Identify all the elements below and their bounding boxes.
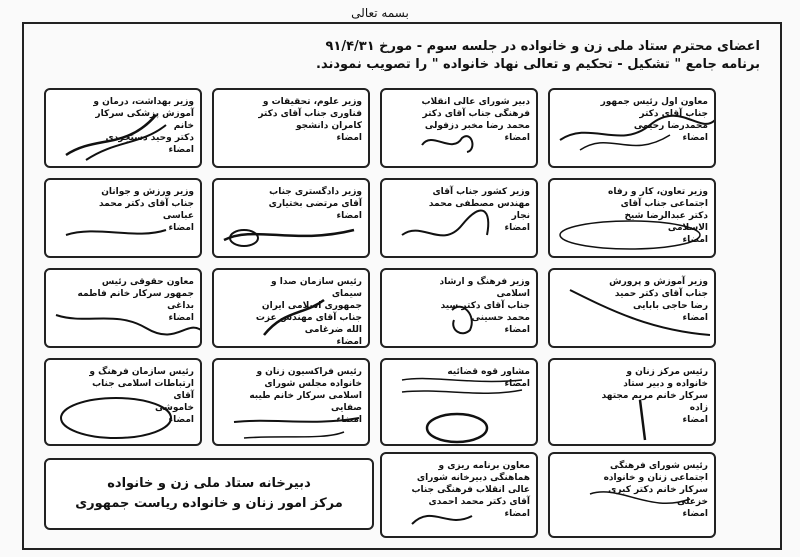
member-box [44,178,202,258]
member-title: وزیر ورزش و جوانان جناب آقای دکتر محمد عباسی امضاء [98,187,194,233]
member-box [212,88,370,168]
member-title: رئیس سازمان صدا و سیمای جمهوری اسلامی ایران جناب آقای مهندس عزت الله ضرغامی امضاء [255,277,362,347]
member-title: معاون حقوقی رئیس جمهور سرکار خانم فاطمه بداغی امضاء [77,277,194,323]
member-title: وزیر کشور جناب آقای مهندس مصطفی محمد نجار امضاء [428,187,530,233]
member-box [548,452,716,538]
member-box [548,268,716,348]
member-box [380,178,538,258]
seal-line-1: دبیرخانه ستاد ملی زن و خانواده [107,476,311,491]
member-title: وزیر علوم، تحقیقات و فناوری جناب آقای دکتر کامران دانشجو امضاء [258,97,362,143]
member-title: وزیر تعاون، کار و رفاه اجتماعی جناب آقای دکتر عبدالرضا شیخ الاسلامی امضاء [608,187,708,245]
document-header [160,38,760,74]
member-title: رئیس فراکسیون زنان و خانواده مجلس شورای اسلامی سرکار خانم طیبه صفایی امضاء [249,367,362,425]
header-line-2: برنامه جامع " تشکیل - تحکیم و تعالی نهاد خانواده " را تصویب نمودند. [316,57,760,72]
seal-line-2: مرکز امور زنان و خانواده ریاست جمهوری [75,496,343,511]
member-box [548,178,716,258]
member-title: وزیر فرهنگ و ارشاد اسلامی جناب آقای دکتر سید محمد حسینی امضاء [439,277,530,335]
member-title: وزیر بهداشت، درمان و آموزش پزشکی سرکار خانم دکتر وحید دستجردی امضاء [93,97,194,155]
member-title: مشاور قوه قضائیه امضاء [447,367,530,389]
member-title: معاون اول رئیس جمهور جناب آقای دکتر محمدرضا رحیمی امضاء [600,97,708,143]
member-box [548,358,716,446]
member-box [212,358,370,446]
member-title: رئیس شورای فرهنگی اجتماعی زنان و خانواده سرکار خانم دکتر کبری خزعلی امضاء [603,461,708,519]
member-box [380,452,538,538]
member-box [212,178,370,258]
member-title: رئیس مرکز زنان و خانواده و دبیر ستاد سرکار خانم مریم مجتهد زاده امضاء [601,367,708,425]
member-box [44,268,202,348]
secretariat-seal-box [44,458,374,530]
member-box [44,358,202,446]
member-box [212,268,370,348]
member-title: وزیر آموزش و پرورش جناب آقای دکتر حمید رضا حاجی بابایی امضاء [609,277,708,323]
member-title: وزیر دادگستری جناب آقای مرتضی بختیاری امضاء [268,187,362,221]
member-box [380,268,538,348]
header-line-1: اعضای محترم ستاد ملی زن و خانواده در جلسه سوم - مورخ ۹۱/۴/۳۱ [325,39,760,54]
member-box [44,88,202,168]
member-title: رئیس سازمان فرهنگ و ارتباطات اسلامی جناب آقای خاموشی امضاء [89,367,194,425]
member-title: دبیر شورای عالی انقلاب فرهنگی جناب آقای دکتر محمد رضا مخبر دزفولی امضاء [421,97,530,143]
document-top-title: بسمه تعالی [351,6,409,20]
member-box [380,88,538,168]
member-title: معاون برنامه ریزی و هماهنگی دبیرخانه شورای عالی انقلاب فرهنگی جناب آقای دکتر محمد احمدی امضاء [411,461,530,519]
member-box [548,88,716,168]
member-box [380,358,538,446]
